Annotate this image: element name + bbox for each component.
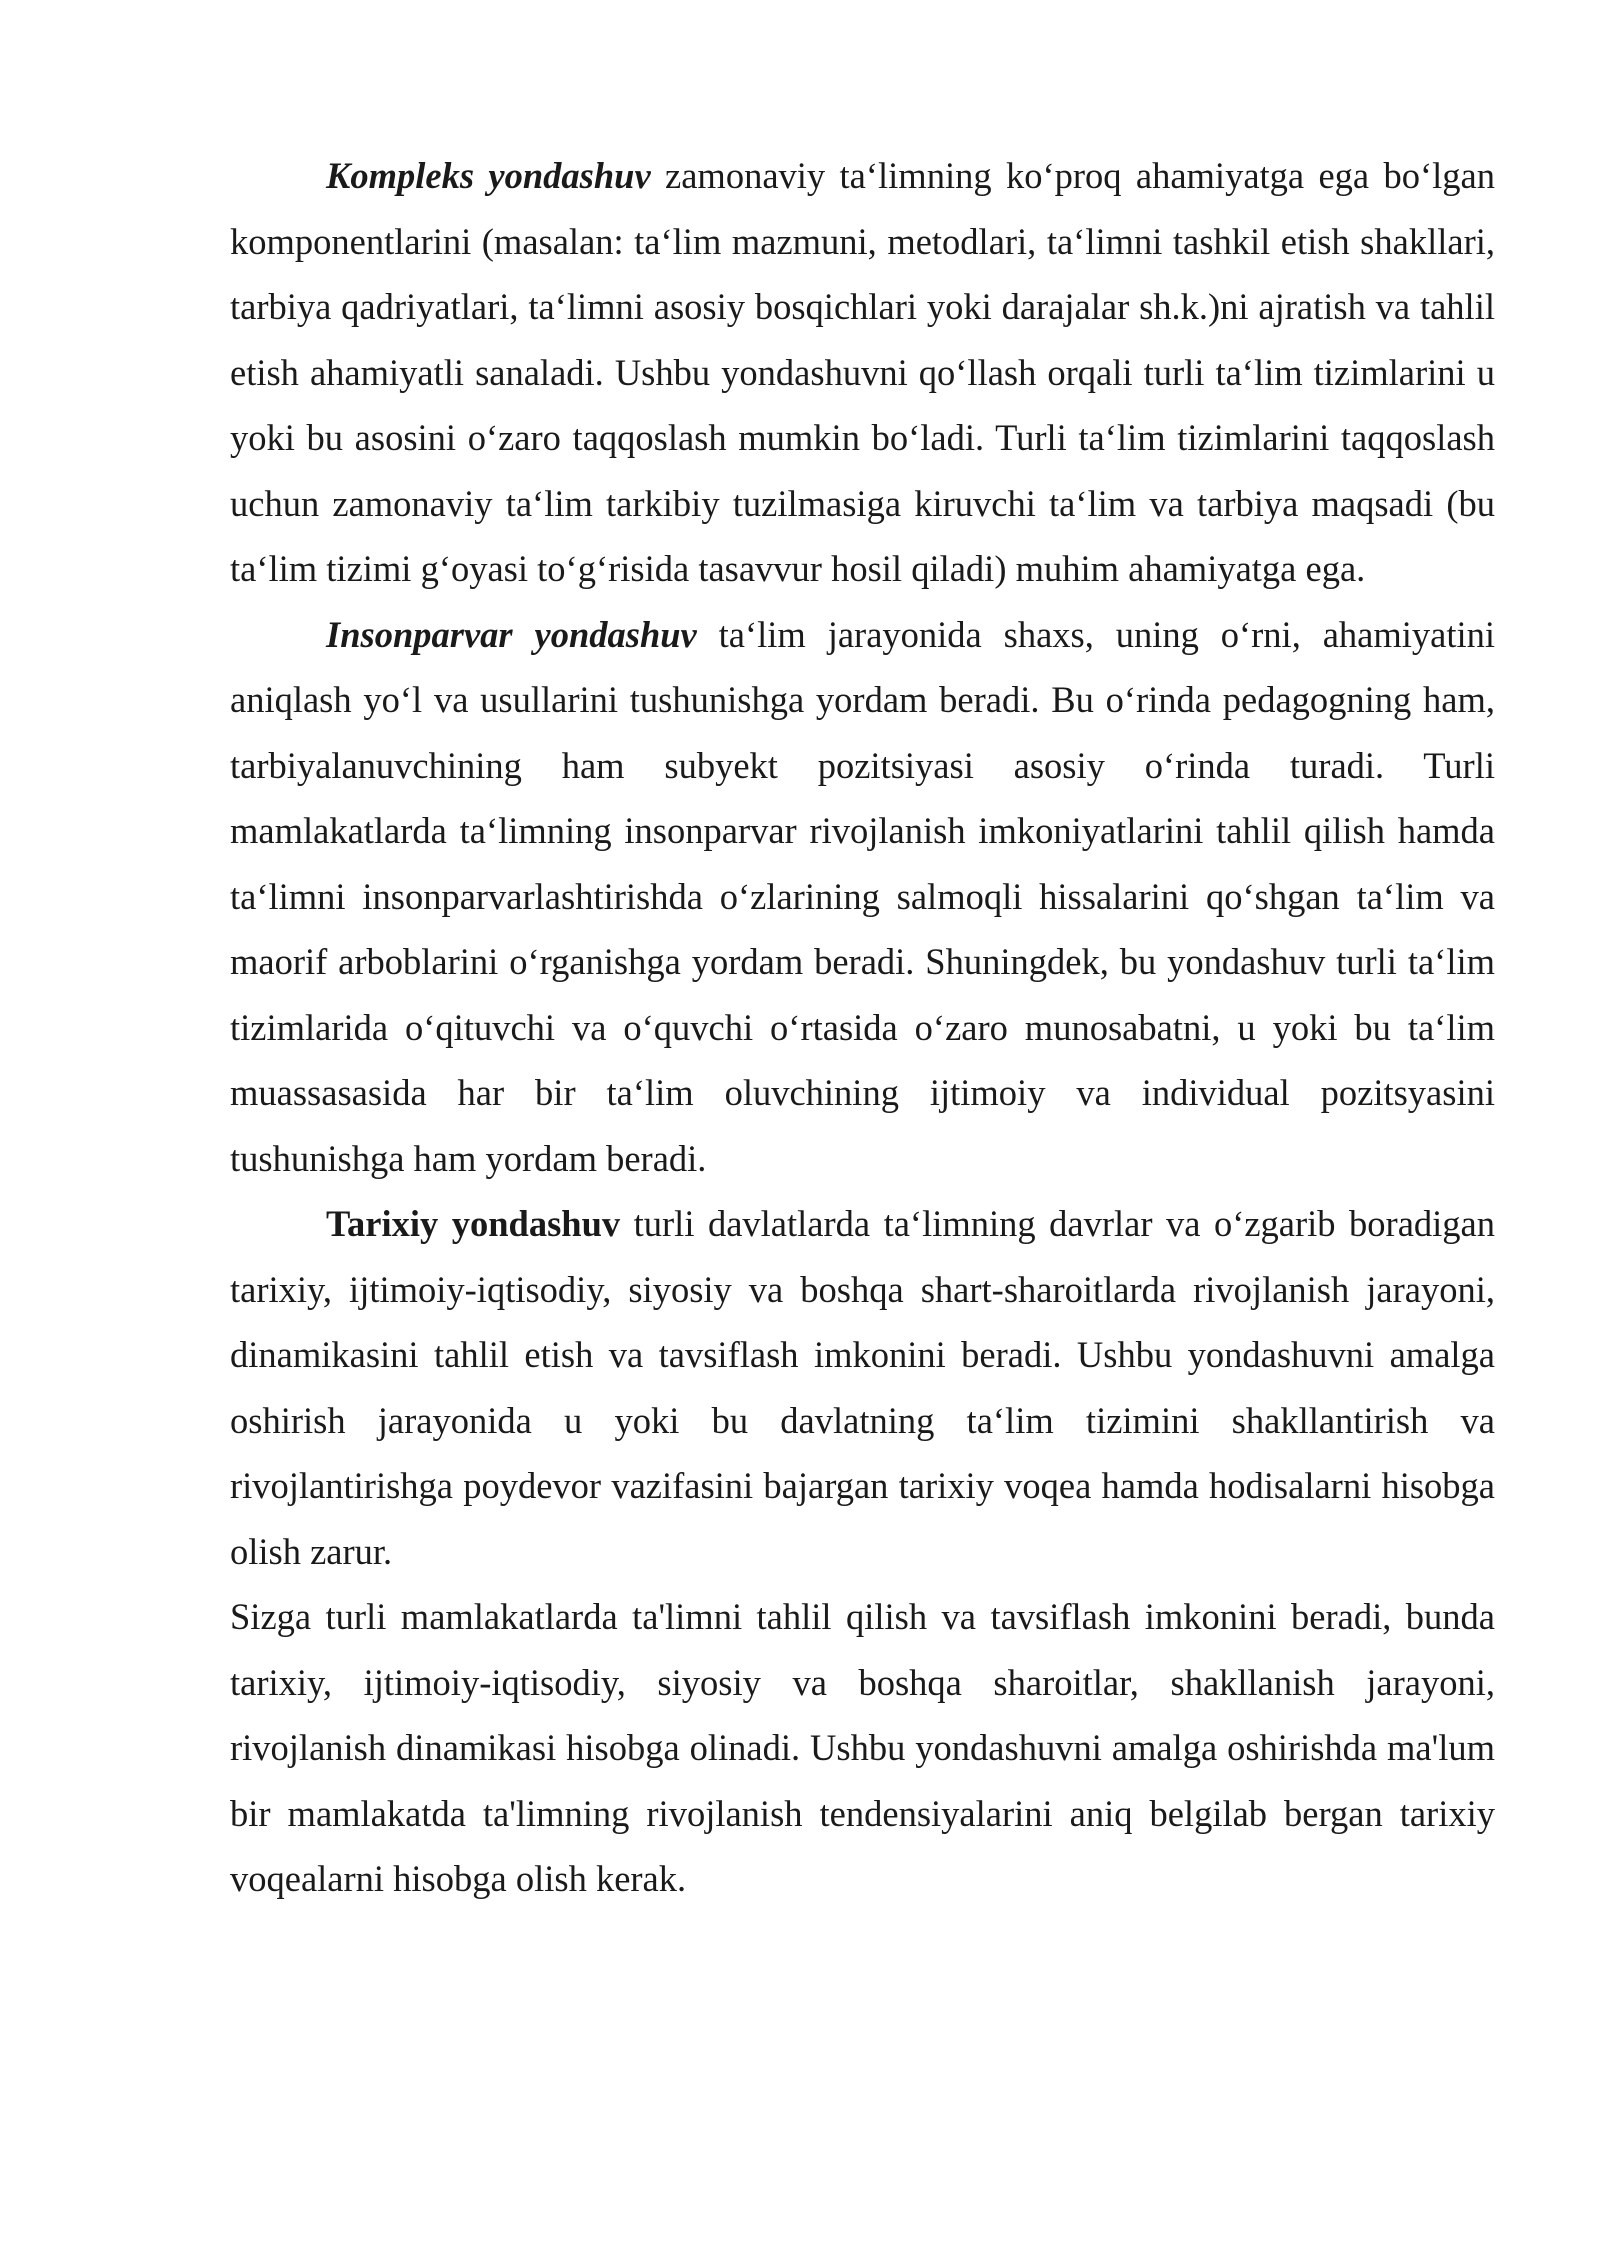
paragraph-text: turli davlatlarda ta‘limning davrlar va o‘zgarib boradigan tarixiy, ijtimoiy-iqtisodiy, siyosiy va boshqa shart-sharoitlarda rivojlanish jarayoni, dinamikasini tahlil etish va tavsiflash imkonini beradi. Ushbu yondashuvni amalga oshirish jarayonida u yoki bu davlatning ta‘lim tizimini shakllantirish va rivojlantirishga poydevor vazifasini bajargan tarixiy voqea hamda hodisalarni hisobga olish zarur.	[230, 1203, 1495, 1572]
paragraph-term: Insonparvar yondashuv	[326, 613, 697, 655]
paragraph-text: ta‘lim jarayonida shaxs, uning o‘rni, ahamiyatini aniqlash yo‘l va usullarini tushunishga yordam beradi. Bu o‘rinda pedagogning ham, tarbiyalanuvchining ham subyekt pozitsiyasi asosiy o‘rinda turadi. Turli mamlakatlarda ta‘limning insonparvar rivojlanish imkoniyatlarini tahlil qilish hamda ta‘limni insonparvarlashtirishda o‘zlarining salmoqli hissalarini qo‘shgan ta‘lim va maorif arboblarini o‘rganishga yordam beradi. Shuningdek, bu yondashuv turli ta‘lim tizimlarida o‘qituvchi va o‘quvchi o‘rtasida o‘zaro munosabatni, u yoki bu ta‘lim muassasasida har bir ta‘lim oluvchining ijtimoiy va individual pozitsyasini tushunishga ham yordam beradi.	[230, 613, 1496, 1179]
paragraph-text: Sizga turli mamlakatlarda ta'limni tahlil qilish va tavsiflash imkonini beradi, bunda tarixiy, ijtimoiy-iqtisodiy, siyosiy va boshqa sharoitlar, shakllanish jarayoni, rivojlanish dinamikasi hisobga olinadi. Ushbu yondashuvni amalga oshirishda ma'lum bir mamlakatda ta'limning rivojlanish tendensiyalarini aniq belgilab bergan tarixiy voqealarni hisobga olish kerak.	[230, 1596, 1495, 1899]
paragraph-term: Tarixiy yondashuv	[326, 1203, 621, 1244]
paragraph-summary	[230, 1584, 1495, 1912]
paragraph-kompleks-yondashuv	[230, 143, 1495, 602]
paragraph-tarixiy-yondashuv	[230, 1191, 1495, 1584]
paragraph-term: Kompleks yondashuv	[326, 155, 651, 196]
paragraph-text: zamonaviy ta‘limning ko‘proq ahamiyatga ega bo‘lgan komponentlarini (masalan: ta‘lim mazmuni, metodlari, ta‘limni tashkil etish shakllari, tarbiya qadriyatlari, ta‘limni asosiy bosqichlari yoki darajalar sh.k.)ni ajratish va tahlil etish ahamiyatli sanaladi. Ushbu yondashuvni qo‘llash orqali turli ta‘lim tizimlarini u yoki bu asosini o‘zaro taqqoslash mumkin bo‘ladi. Turli ta‘lim tizimlarini taqqoslash uchun zamonaviy ta‘lim tarkibiy tuzilmasiga kiruvchi ta‘lim va tarbiya maqsadi (bu ta‘lim tizimi g‘oyasi to‘g‘risida tasavvur hosil qiladi) muhim ahamiyatga ega.	[230, 155, 1495, 589]
document-body	[230, 143, 1495, 1912]
paragraph-insonparvar-yondashuv	[230, 602, 1495, 1192]
